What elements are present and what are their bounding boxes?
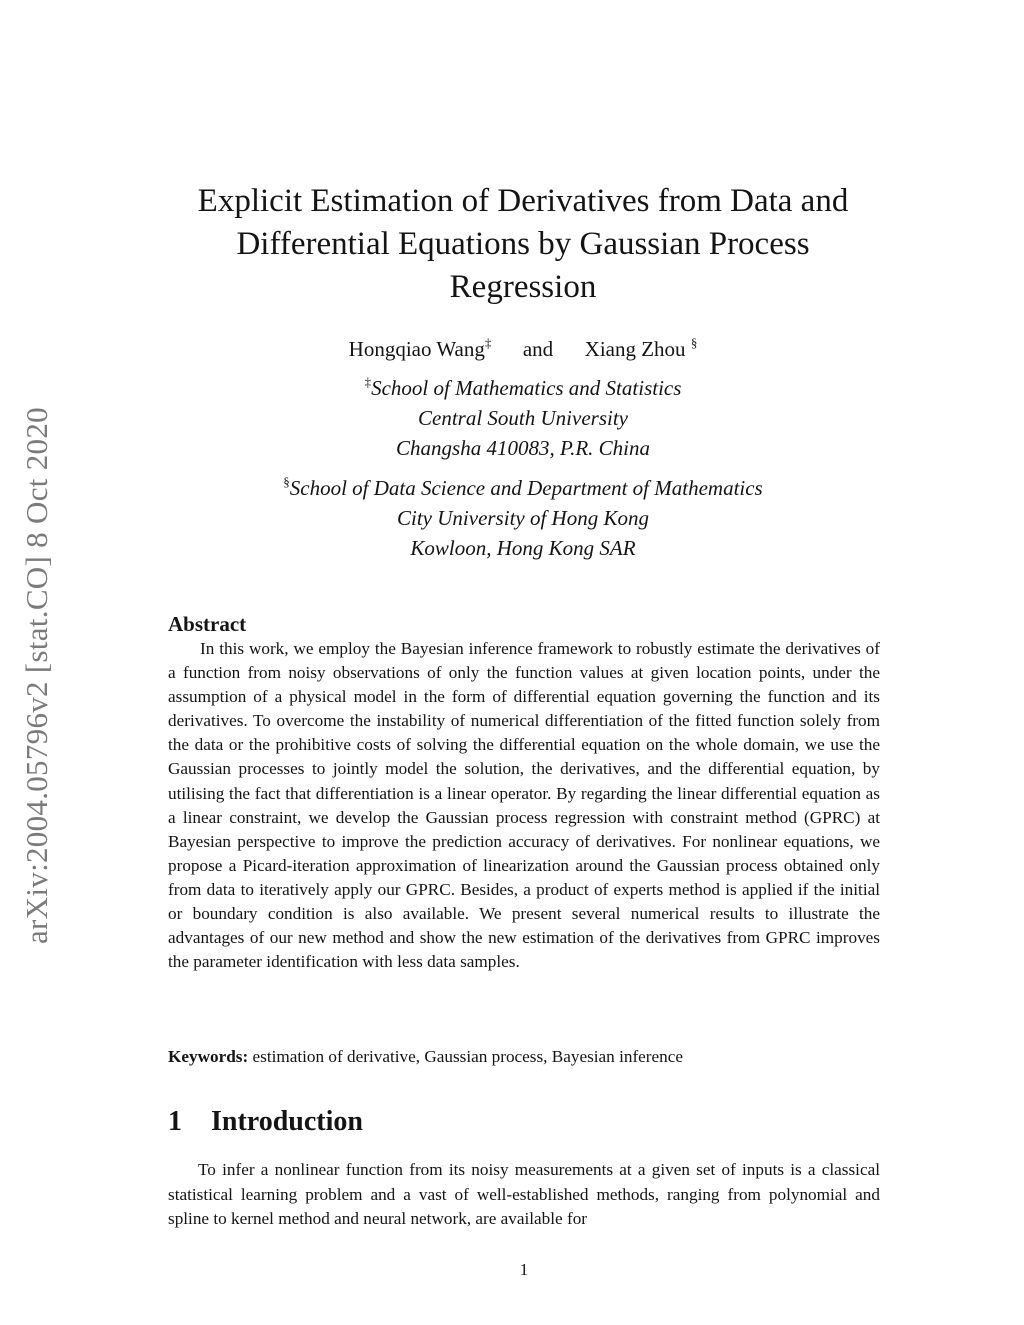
affiliation-2-address: Kowloon, Hong Kong SAR <box>410 536 636 560</box>
affiliation-1-line-1 <box>150 373 896 403</box>
affiliation-1 <box>150 373 896 463</box>
author-1-name: Hongqiao Wang <box>348 337 485 361</box>
title-line-1: Explicit Estimation of Derivatives from Data and <box>197 183 849 219</box>
affiliation-2-mark: § <box>283 474 290 489</box>
section-heading-introduction <box>168 1104 363 1140</box>
affiliation-1-university: Central South University <box>418 406 628 430</box>
author-2-name: Xiang Zhou <box>584 337 691 361</box>
affiliation-2-school: School of Data Science and Department of Mathematics <box>289 476 763 500</box>
title-line-3: Regression <box>449 269 597 305</box>
section-title: Introduction <box>211 1106 363 1137</box>
keywords-text: estimation of derivative, Gaussian process, Bayesian inference <box>248 1047 683 1066</box>
keywords-label: Keywords: <box>168 1047 249 1066</box>
paper-title <box>150 180 896 309</box>
affiliation-1-school: School of Mathematics and Statistics <box>371 376 682 400</box>
keywords-line <box>168 1045 880 1069</box>
author-1-affiliation-mark: ‡ <box>484 335 492 350</box>
abstract-body: In this work, we employ the Bayesian inference framework to robustly estimate the derivatives of a function from noisy observations of only the function values at given location points, under the assumption of a physical model in the form of differential equation governing the function and its derivatives. To overcome the instability of numerical differentiation of the fitted function solely from the data or the prohibitive costs of solving the differential equation on the whole domain, we use the Gaussian processes to jointly model the solution, the derivatives, and the differential equation, by utilising the fact that differentiation is a linear operator. By regarding the linear differential equation as a linear constraint, we develop the Gaussian process regression with constraint method (GPRC) at Bayesian perspective to improve the prediction accuracy of derivatives. For nonlinear equations, we propose a Picard-iteration approximation of linearization around the Gaussian process obtained only from data to iteratively apply our GPRC. Besides, a product of experts method is applied if the initial or boundary condition is also available. We present several numerical results to illustrate the advantages of our new method and show the new estimation of the derivatives from GPRC improves the parameter identification with less data samples. <box>168 639 880 972</box>
author-list <box>150 335 896 363</box>
affiliation-2 <box>150 473 896 563</box>
abstract-heading: Abstract <box>168 612 247 636</box>
introduction-paragraph: To infer a nonlinear function from its noisy measurements at a given set of inputs is a classical statistical learning problem and a vast of well-established methods, ranging from polynomial and spline to kernel method and neural network, are available for <box>168 1160 880 1228</box>
section-number: 1 <box>168 1106 182 1137</box>
title-line-2: Differential Equations by Gaussian Process <box>236 226 810 262</box>
affiliation-1-mark: ‡ <box>364 374 372 389</box>
affiliation-2-university: City University of Hong Kong <box>397 506 649 530</box>
affiliation-2-line-1 <box>150 473 896 503</box>
page-number: 1 <box>519 1260 529 1279</box>
affiliation-1-address: Changsha 410083, P.R. China <box>396 436 650 460</box>
author-conjunction: and <box>522 337 554 361</box>
arxiv-identifier-stamp: arXiv:2004.05796v2 [stat.CO] 8 Oct 2020 <box>19 407 54 944</box>
author-2-affiliation-mark: § <box>690 335 698 350</box>
